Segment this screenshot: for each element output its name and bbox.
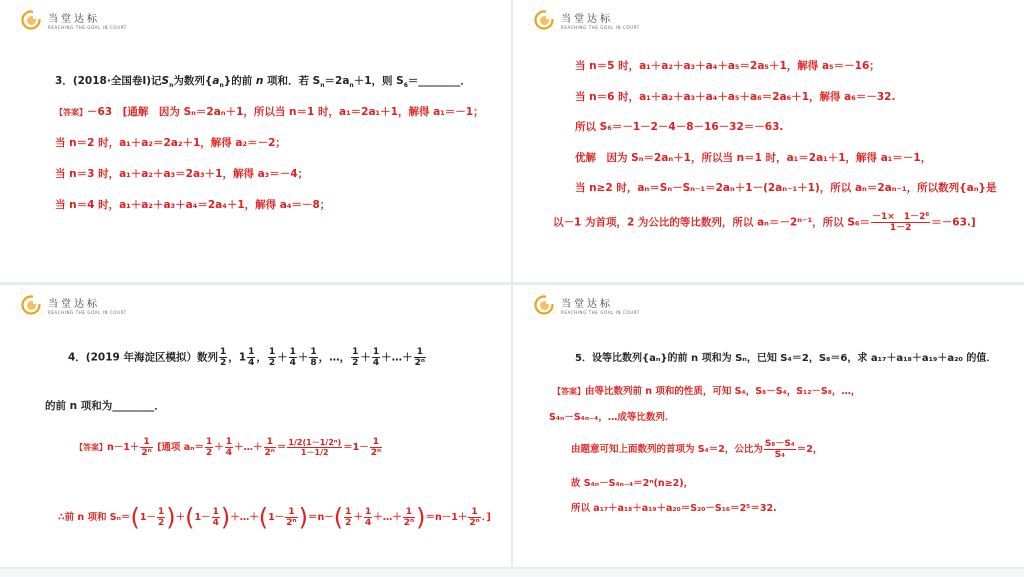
answer-line-4: 当 n＝4 时，a₁＋a₂＋a₃＋a₄＝2a₄＋1，解得 a₄＝－8； xyxy=(55,199,331,211)
logo-icon xyxy=(21,10,41,30)
slide-4 xyxy=(513,285,1024,567)
brand-title: 当堂达标 xyxy=(561,14,613,25)
slide-1 xyxy=(0,0,511,282)
question-4: 4．(2019 年海淀区模拟）数列 $\frac{1}{2}$ ，1 $\frac{1}{4}$ ， $\frac{1}{2}$ ＋ $\frac{1}{4}$ ＋ $\frac{1}{8}$ ，…， $\frac{1}{2}$ ＋ $\frac{1}{4}$ ＋…＋ $\frac{1}{\text{2ⁿ}}$ xyxy=(68,347,426,368)
solution-line-2: 当 n＝6 时，a₁＋a₂＋a₃＋a₄＋a₅＋a₆＝2a₆＋1，解得 a₆＝－32. xyxy=(575,91,896,103)
answer-5-line-1: 【答案】由等比数列前 n 项和的性质，可知 S₄，S₈－S₄，S₁₂－S₈，…， xyxy=(553,386,861,397)
solution-line-6: 以－1 为首项，2 为公比的等比数列，所以 aₙ＝－2ⁿ⁻¹，所以 S₆＝ $\frac{\text{－1× 1－2⁶}}{1-2}$ ＝－63.] xyxy=(553,212,976,233)
answer-line-2: 当 n＝2 时，a₁＋a₂＝2a₂＋1，解得 a₂＝－2； xyxy=(55,137,286,149)
answer-4-sum: ∴前 n 项和 Sₙ＝(1－ $\frac{1}{2}$ )＋(1－ $\frac{1}{4}$ )＋…＋(1－ $\frac{1}{\text{2ⁿ}}$ )＝n－( $\frac{1}{2}$ ＋ $\frac{1}{4}$ ＋…＋ $\frac{1}{\text{2ⁿ}}$ )＝n－1＋ $\frac{1}{\text{2ⁿ}}$ ．] xyxy=(58,503,491,532)
brand-subtitle: REACHING THE GOAL IN COURT xyxy=(561,310,640,315)
solution-line-4: 优解 因为 Sₙ＝2aₙ＋1，所以当 n＝1 时，a₁＝2a₁＋1，解得 a₁＝－1， xyxy=(575,152,932,164)
brand-subtitle: REACHING THE GOAL IN COURT xyxy=(561,25,640,30)
logo-icon xyxy=(534,10,554,30)
bottom-strip xyxy=(0,569,1024,577)
brand-subtitle: REACHING THE GOAL IN COURT xyxy=(48,25,127,30)
brand-title: 当堂达标 xyxy=(48,299,100,310)
brand-title: 当堂达标 xyxy=(561,299,613,310)
solution-line-3: 所以 S₆＝－1－2－4－8－16－32＝－63. xyxy=(575,121,784,133)
slide-3 xyxy=(0,285,511,567)
answer-5-line-4: 故 S₄ₙ－S₄ₙ₋₄＝2ⁿ(n≥2)， xyxy=(571,478,694,489)
answer-line-1: 【答案】－63 [通解 因为 Sₙ＝2aₙ＋1，所以当 n＝1 时，a₁＝2a₁＋1，解得 a₁＝－1； xyxy=(55,106,484,118)
solution-line-5: 当 n≥2 时，aₙ＝Sₙ－Sₙ₋₁＝2aₙ＋1－(2aₙ₋₁＋1)，所以 aₙ＝2aₙ₋₁，所以数列{aₙ}是 xyxy=(575,182,997,194)
brand-subtitle: REACHING THE GOAL IN COURT xyxy=(48,310,127,315)
answer-line-3: 当 n＝3 时，a₁＋a₂＋a₃＝2a₃＋1，解得 a₃＝－4； xyxy=(55,168,309,180)
brand-title: 当堂达标 xyxy=(48,14,100,25)
question-5: 5．设等比数列{aₙ}的前 n 项和为 Sₙ，已知 S₄＝2，S₈＝6，求 a₁₇＋a₁₈＋a₁₉＋a₂₀ 的值． xyxy=(575,353,997,364)
question-3: 3．(2018·全国卷Ⅰ)记$S_n$为数列$\{a_n\}$的前 n 项和．若 $S_n=2a_n+1$，则 $S_6=\_\_\_\_\_\_\_\_$． xyxy=(55,75,471,90)
answer-5-line-5: 所以 a₁₇＋a₁₈＋a₁₉＋a₂₀＝S₂₀－S₁₆＝2⁵＝32. xyxy=(571,503,777,514)
answer-4-line-1: 【答案】n－1＋ $\frac{1}{\text{2ⁿ}}$ [通项 aₙ＝ $\frac{1}{2}$ ＋ $\frac{1}{4}$ ＋…＋ $\frac{1}{\text{2ⁿ}}$ ＝ $\frac{\text{1/2(1－1/2ⁿ)}}{1-1/2}$ ＝1－ $\frac{1}{\text{2ⁿ}}$ xyxy=(75,437,382,458)
slide-2 xyxy=(513,0,1024,282)
answer-5-line-3: 由题意可知上面数列的首项为 S₄＝2，公比为 $\frac{\text{S₈－S₄}}{\text{S₄}}$ ＝2， xyxy=(571,439,823,460)
logo-icon xyxy=(21,295,41,315)
logo-icon xyxy=(534,295,554,315)
answer-5-line-2: S₄ₙ－S₄ₙ₋₄，…成等比数列． xyxy=(549,412,675,423)
solution-line-1: 当 n＝5 时，a₁＋a₂＋a₃＋a₄＋a₅＝2a₅＋1，解得 a₅＝－16； xyxy=(575,60,880,72)
question-4-tail: 的前 n 项和为________． xyxy=(45,400,165,412)
